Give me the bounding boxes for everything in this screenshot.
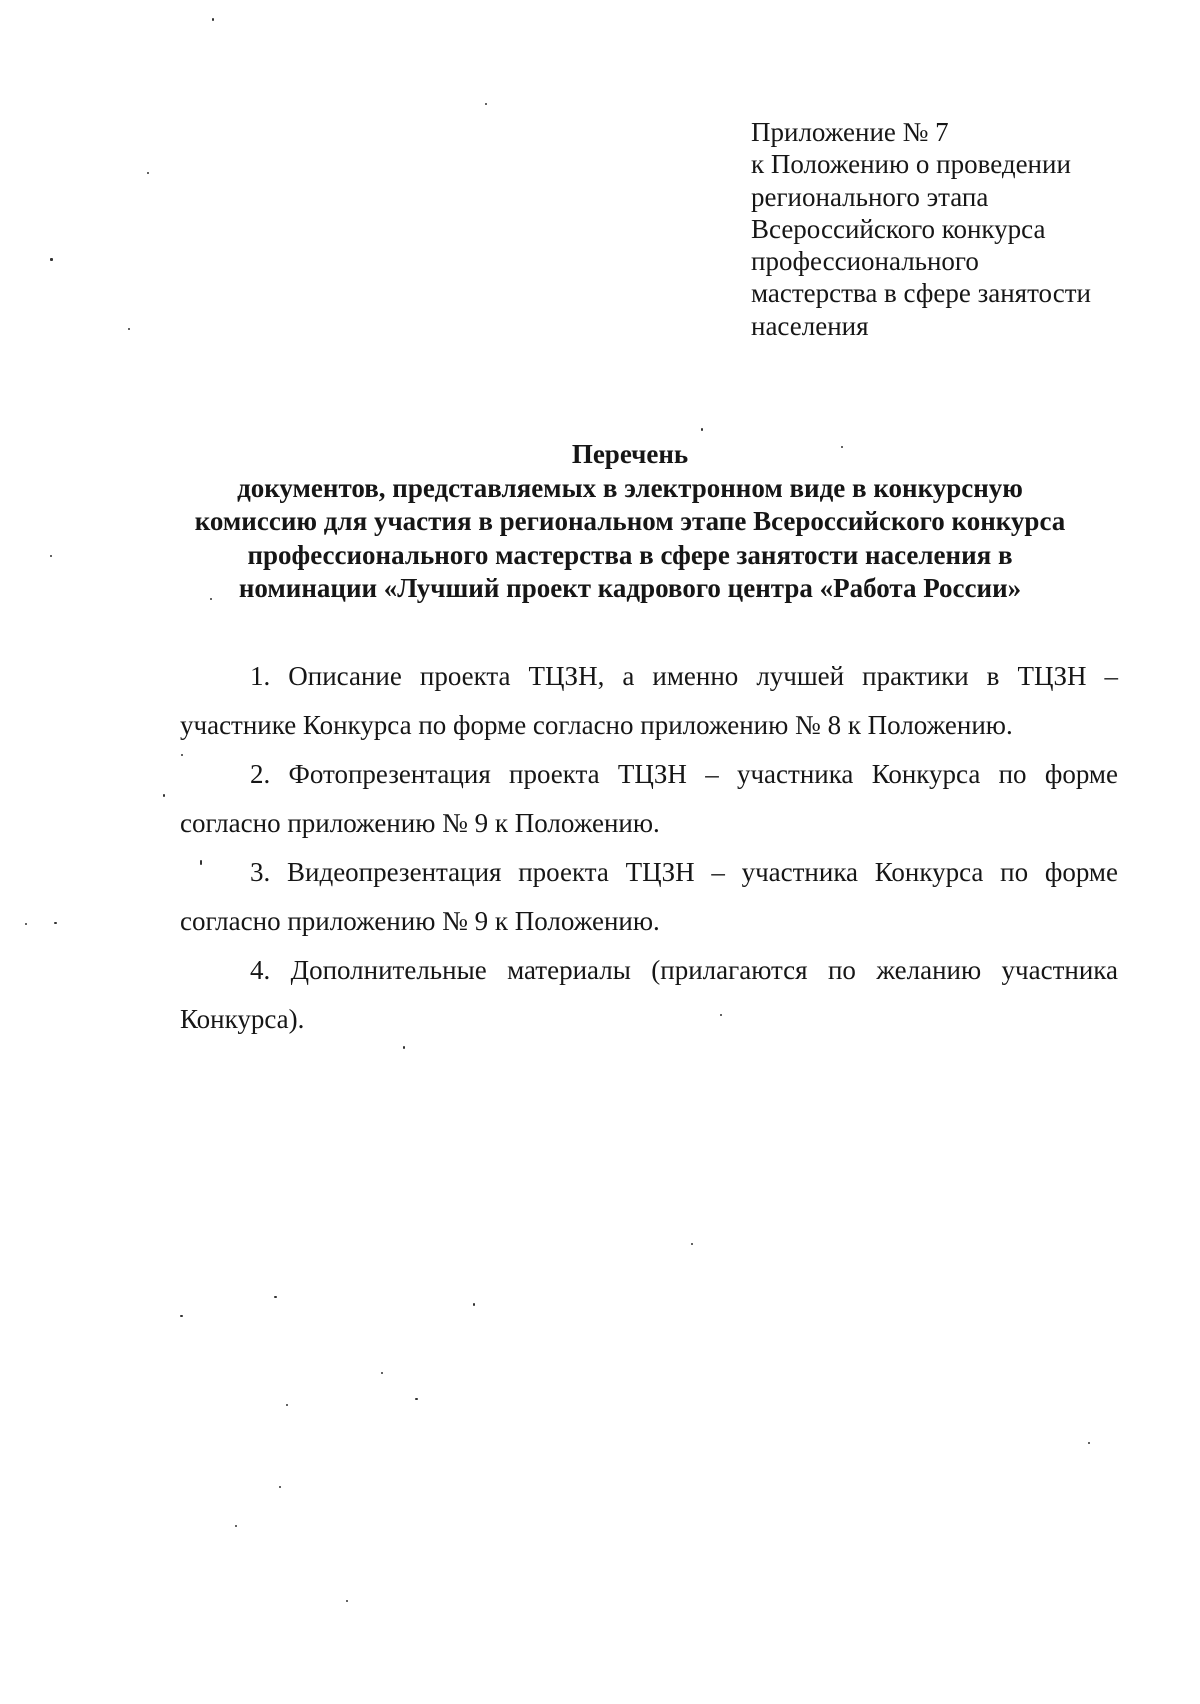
title-line: комиссию для участия в региональном этапе Всероссийского конкурса	[194, 506, 1066, 536]
title-line: номинации «Лучший проект кадрового центра «Работа России»	[238, 573, 1022, 603]
list-item	[180, 946, 1118, 1044]
scan-speck	[180, 1315, 183, 1317]
scan-speck	[1088, 1442, 1090, 1444]
scan-speck	[403, 1046, 405, 1049]
list-item-line: 1. Описание проекта ТЦЗН, а именно лучшей практики в ТЦЗН –	[250, 661, 1118, 691]
list-item-line: Конкурса).	[180, 1004, 305, 1034]
scan-speck	[50, 555, 52, 557]
appendix-header	[751, 116, 1171, 342]
title-line: документов, представляемых в электронном виде в конкурсную	[237, 472, 1023, 503]
appendix-line: Приложение № 7	[751, 117, 949, 147]
appendix-line: Всероссийского конкурса	[751, 213, 1046, 244]
list-item-line: согласно приложению № 9 к Положению.	[180, 906, 660, 936]
scan-speck	[54, 922, 57, 924]
appendix-line: регионального этапа	[751, 181, 989, 212]
list-item	[180, 750, 1118, 848]
list-item-line: участнике Конкурса по форме согласно приложению № 8 к Положению.	[180, 710, 1013, 740]
scan-speck	[279, 1486, 281, 1488]
scan-speck	[25, 923, 27, 925]
list-item-line: согласно приложению № 9 к Положению.	[180, 808, 660, 838]
scan-speck	[701, 428, 703, 431]
list-item	[180, 652, 1118, 750]
list-item	[180, 848, 1118, 946]
appendix-line: населения	[751, 310, 869, 341]
scan-speck	[274, 1296, 277, 1298]
scan-speck	[346, 1600, 348, 1602]
list-item-line: 4. Дополнительные материалы (прилагаются по желанию участника	[250, 955, 1118, 985]
appendix-line: к Положению о проведении	[751, 149, 1071, 180]
scan-speck	[473, 1303, 475, 1306]
list-item-line: 3. Видеопрезентация проекта ТЦЗН – участника Конкурса по форме	[250, 857, 1118, 887]
scan-speck	[212, 18, 214, 21]
scan-speck	[147, 172, 149, 174]
scan-speck	[691, 1243, 693, 1245]
appendix-line: мастерства в сфере занятости	[751, 278, 1091, 309]
scan-speck	[415, 1398, 418, 1400]
scan-speck	[485, 103, 487, 105]
scan-speck	[50, 258, 53, 261]
scan-speck	[235, 1525, 237, 1527]
scan-speck	[163, 794, 165, 797]
scan-speck	[128, 328, 130, 330]
scan-speck	[381, 1372, 383, 1374]
scan-speck	[286, 1404, 288, 1406]
title-heading: Перечень	[571, 439, 689, 469]
appendix-line: профессионального	[751, 246, 979, 277]
list-item-line: 2. Фотопрезентация проекта ТЦЗН – участника Конкурса по форме	[250, 759, 1118, 789]
document-title	[170, 438, 1090, 606]
title-line: профессионального мастерства в сфере занятости населения в	[247, 539, 1013, 570]
document-list	[180, 652, 1118, 1044]
